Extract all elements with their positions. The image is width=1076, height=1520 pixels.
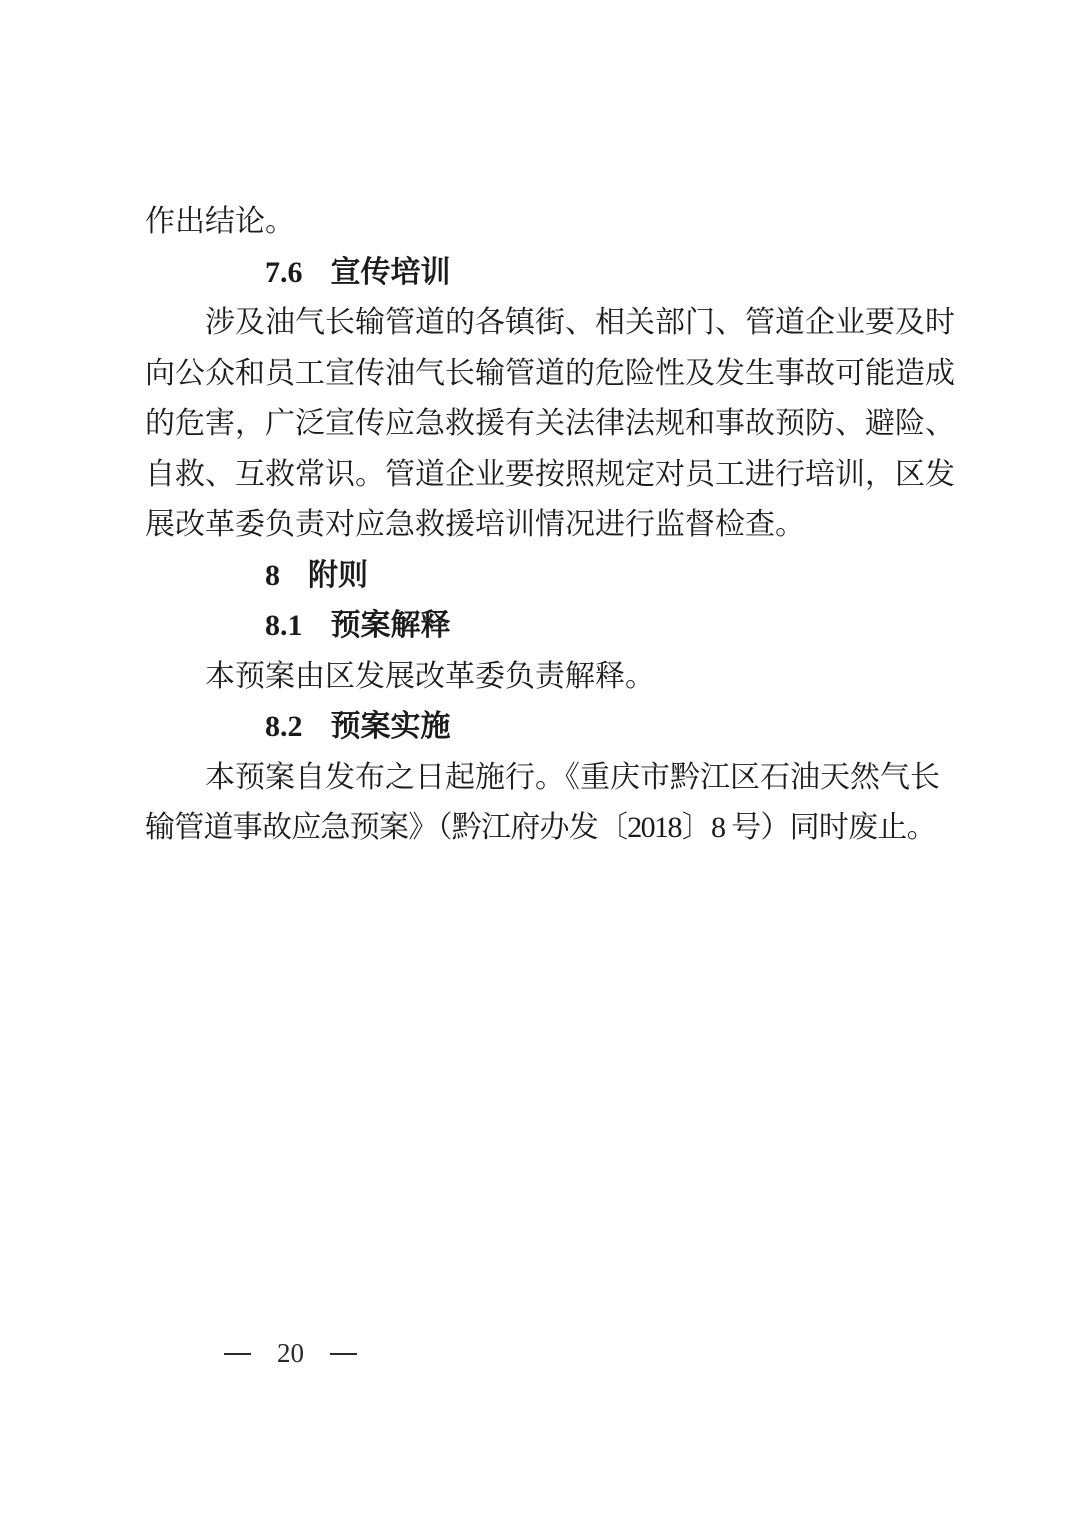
heading-title: 预案解释 bbox=[330, 609, 451, 642]
heading-number: 8 bbox=[265, 558, 280, 592]
footer-dash-left bbox=[224, 1353, 251, 1355]
body-text-line: 涉及油气长输管道的各镇街、相关部门、管道企业要及时 bbox=[205, 306, 955, 339]
body-text-line: 作出结论。 bbox=[145, 205, 295, 238]
heading-number: 7.6 bbox=[265, 255, 303, 289]
heading-number: 8.2 bbox=[265, 710, 303, 743]
section-heading bbox=[145, 248, 935, 299]
heading-number: 8.1 bbox=[265, 609, 303, 642]
body-text-line: 的危害，广泛宣传应急救援有关法律法规和事故预防、避险、 bbox=[145, 407, 955, 440]
body-text-line: 输管道事故应急预案》（黔江府办发〔2018〕8 号）同时废止。 bbox=[145, 811, 935, 844]
body-text-line: 本预案由区发展改革委负责解释。 bbox=[205, 659, 655, 693]
heading-title: 附则 bbox=[308, 558, 368, 592]
body-text-line: 展改革委负责对应急救援培训情况进行监督检查。 bbox=[145, 508, 805, 541]
heading-title: 宣传培训 bbox=[330, 255, 451, 289]
section-heading bbox=[145, 702, 935, 753]
section-heading bbox=[145, 551, 935, 602]
page-footer bbox=[224, 1340, 357, 1367]
body-text-line: 向公众和员工宣传油气长输管道的危险性及发生事故可能造成 bbox=[145, 356, 955, 390]
heading-title: 预案实施 bbox=[330, 710, 451, 743]
footer-dash-right bbox=[330, 1353, 357, 1355]
page-number: 20 bbox=[277, 1338, 304, 1368]
document-content bbox=[145, 197, 955, 854]
section-heading bbox=[145, 601, 935, 652]
body-text-line: 本预案自发布之日起施行。《重庆市黔江区石油天然气长 bbox=[205, 760, 940, 794]
body-text-line: 自救、互救常识。管道企业要按照规定对员工进行培训，区发 bbox=[145, 457, 955, 491]
